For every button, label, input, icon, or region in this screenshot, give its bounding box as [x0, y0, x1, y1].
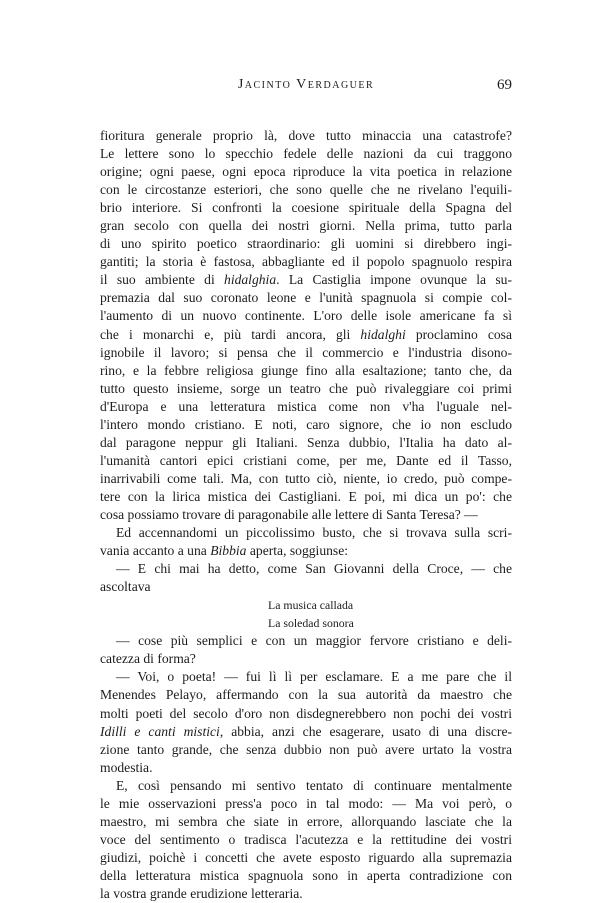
text-line: — cose più semplici e con un maggior fervore cristiano e deli- [116, 633, 512, 649]
text-line: premazia dal suo coronato leone e l'unità spagnuola si compie col- [100, 290, 512, 306]
text-line: — E chi mai ha detto, come San Giovanni della Croce, — che [116, 561, 512, 577]
text-line: con le circostanze esteriori, che sono quelle che ne rivelano l'equili- [100, 182, 512, 198]
verse-line: La musica callada [268, 598, 354, 613]
running-title: Jacinto Verdaguer [237, 77, 375, 92]
text-segment: il suo ambiente di [100, 272, 215, 288]
text-line: Ed accennandomi un piccolissimo busto, che si trovava sulla scri- [116, 525, 512, 541]
text-line: le mie osservazioni press'a poco in tal modo: — Ma voi però, o [100, 795, 512, 811]
text-line: — Voi, o poeta! — fui lì lì per esclamare. E a me pare che il [116, 669, 512, 685]
italic-title: Bibbia [210, 543, 247, 559]
verse-line: La soledad sonora [268, 616, 354, 631]
text-line: Le lettere sono lo specchio fedele delle nazioni da cui traggono [100, 146, 512, 162]
text-line: cosa possiamo trovare di paragonabile alle lettere di Santa Teresa? — [100, 506, 478, 522]
text-line: inarrivabili come tali. Ma, con tutto ciò, niente, io credo, può compe- [100, 470, 512, 486]
text-segment: . La Castiglia impone ovunque la su- [276, 272, 512, 288]
italic-title: Idilli e canti mistici [100, 723, 220, 739]
text-line: modestia. [100, 759, 153, 775]
text-line: voce del sentimento o tradisca l'acutezza e la rettitudine dei vostri [100, 831, 512, 847]
text-segment: , abbia, anzi che esagerare, usato di una discre- [219, 723, 513, 739]
text-line: molti poeti del secolo d'oro non disdegnerebbero non pochi dei vostri [100, 705, 512, 721]
text-line: ascoltava [100, 579, 151, 595]
text-line: fioritura generale proprio là, dove tutto minaccia una catastrofe? [100, 128, 512, 143]
text-line: tere con la lirica mistica dei Castigliani. E poi, mi dica un po': che [100, 488, 512, 504]
text-line: E, così pensando mi sentivo tentato di continuare mentalmente [116, 777, 512, 793]
text-line: brio interiore. Si confronti la coesione spirituale della Spagna del [100, 200, 512, 216]
text-segment: proclamino cosa [415, 326, 512, 342]
text-line: l'intero mondo cristiano. E noti, caro signore, che io non escludo [100, 416, 512, 432]
text-line: giudizi, poichè i concetti che avete esposto riguardo alla supremazia [100, 849, 512, 865]
text-line: dal paragone neppur gli Italiani. Senza dubbio, l'Italia ha dato al- [100, 434, 512, 450]
text-line: ignobile il lavoro; si pensa che il commercio e l'industria disono- [100, 344, 512, 360]
italic-term: hidalghi [360, 326, 406, 342]
text-line: catezza di forma? [100, 651, 196, 667]
text-line: d'Europa e una letteratura mistica come non v'ha l'uguale nel- [100, 398, 512, 414]
text-segment: che i monarchi e, più tardi ancora, gli [100, 326, 351, 342]
text-line: rino, e la febbre religiosa giunge fino alla esaltazione; tanto che, da [100, 362, 512, 378]
text-line: la vostra grande erudizione letteraria. [100, 885, 303, 901]
text-line [100, 326, 512, 344]
text-line: zione tanto grande, che senza dubbio non può avere urtato la vostra [100, 741, 512, 757]
text-line: gran secolo con quella dei nostri giorni. Nella prima, tutto parla [100, 218, 512, 234]
text-segment: aperta, soggiunse: [249, 543, 349, 559]
text-line: origine; ogni paese, ogni epoca riproduce la vita poetica in relazione [100, 164, 512, 180]
text-line: della letteratura mistica spagnuola sono in aperta contradizione con [100, 867, 512, 883]
text-line: gantiti; la storia è fastosa, abbagliante ed il popolo spagnuolo respira [100, 254, 512, 270]
body-text [100, 127, 512, 903]
text-line: maestro, mi sembra che siate in errore, allorquando lasciate che la [100, 813, 512, 829]
text-line: l'aumento di un nuovo continente. L'oro delle isole americane fa sì [100, 308, 512, 324]
text-segment: vania accanto a una [100, 543, 207, 559]
text-line [100, 271, 512, 289]
italic-term: hidalghia [224, 272, 277, 288]
text-line: tutto questo insieme, sorge un teatro che può rivaleggiare coi primi [100, 380, 512, 396]
text-line: di uno spirito poetico straordinario: gli uomini si direbbero ingi- [100, 236, 512, 252]
page-number: 69 [497, 77, 512, 93]
text-line [100, 723, 512, 741]
text-line [100, 542, 512, 560]
page-header [100, 77, 512, 99]
text-line: Menendes Pelayo, affermando con la sua autorità da maestro che [100, 687, 512, 703]
text-line: l'umanità cantori epici cristiani come, per me, Dante ed il Tasso, [100, 452, 512, 468]
